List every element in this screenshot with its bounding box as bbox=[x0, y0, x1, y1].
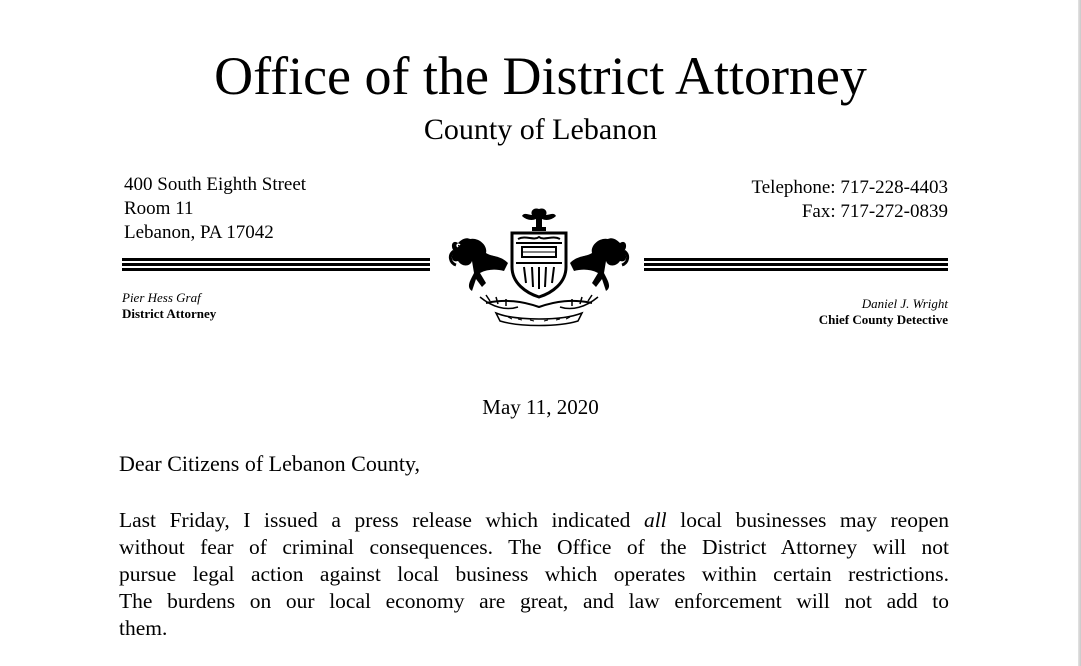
paragraph-line: pursue legal action against local business which operates within certain restrictions. bbox=[119, 562, 949, 586]
paragraph-line: them. bbox=[119, 616, 168, 640]
telephone-number: Telephone: 717-228-4403 bbox=[751, 177, 948, 198]
paragraph-line: The burdens on our local economy are great, and law enforcement will not add to bbox=[119, 589, 949, 613]
office-title: Office of the District Attorney bbox=[214, 46, 867, 106]
chief-detective-name: Daniel J. Wright bbox=[861, 296, 948, 311]
paragraph-line: without fear of criminal consequences. The Office of the District Attorney will not bbox=[119, 535, 949, 559]
chief-detective-block bbox=[819, 296, 948, 328]
paragraph-line bbox=[119, 507, 949, 534]
address-street: 400 South Eighth Street bbox=[124, 174, 307, 195]
emphasis-text: all bbox=[643, 508, 667, 532]
letter-date: May 11, 2020 bbox=[482, 395, 599, 419]
county-subtitle: County of Lebanon bbox=[423, 113, 658, 146]
office-contact bbox=[751, 176, 948, 224]
office-address bbox=[124, 173, 306, 245]
district-attorney-block bbox=[122, 290, 216, 322]
paragraph-text: Last Friday, I issued a press release which indicated bbox=[119, 508, 631, 532]
fax-number: Fax: 717-272-0839 bbox=[801, 201, 948, 222]
pennsylvania-coat-of-arms-icon bbox=[446, 203, 632, 327]
letterhead-rule-right bbox=[644, 258, 948, 272]
letter-salutation: Dear Citizens of Lebanon County, bbox=[119, 451, 420, 476]
letterhead-rule-left bbox=[122, 258, 430, 272]
district-attorney-title: District Attorney bbox=[122, 306, 217, 321]
address-city: Lebanon, PA 17042 bbox=[124, 222, 274, 243]
district-attorney-name: Pier Hess Graf bbox=[122, 290, 201, 305]
letter-paragraph bbox=[119, 507, 949, 642]
chief-detective-title: Chief County Detective bbox=[818, 312, 948, 327]
paragraph-text: local businesses may reopen bbox=[680, 508, 950, 532]
address-room: Room 11 bbox=[124, 198, 194, 219]
